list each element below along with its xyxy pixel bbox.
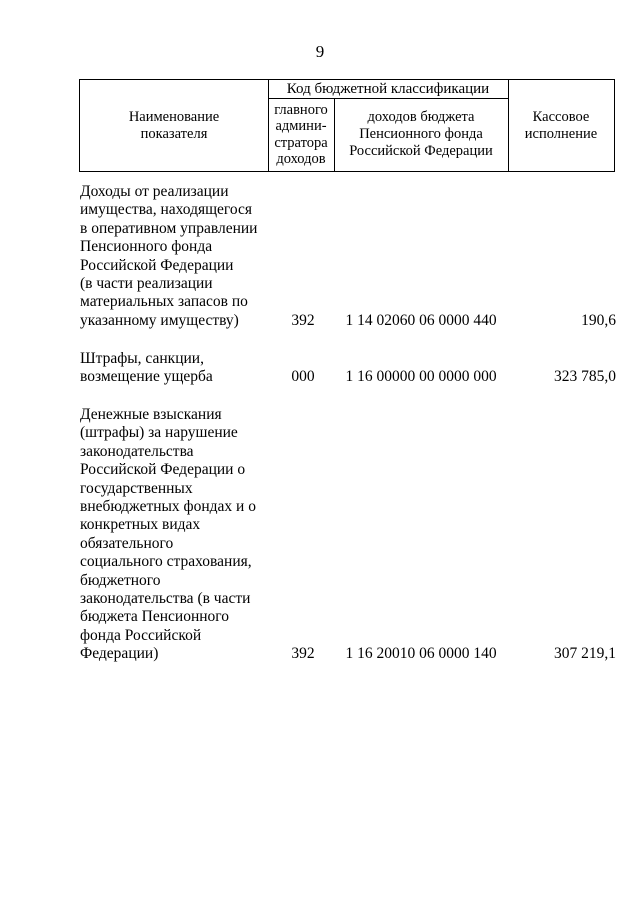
header-code-group: Код бюджетной классификации [268, 80, 509, 99]
header-admin-line: доходов [276, 151, 326, 167]
row-name-line: указанному имуществу) [80, 311, 239, 329]
row-name-line: обязательного [80, 534, 174, 552]
row-name-line: Российской Федерации [80, 256, 234, 274]
header-budget-line: Пенсионного фонда [359, 126, 483, 142]
row-admin-code: 000 [291, 368, 315, 385]
row-name-line: социального страхования, [80, 553, 252, 571]
row-budget-code: 1 14 02060 06 0000 440 [345, 312, 497, 329]
row-name-line: Доходы от реализации [80, 183, 229, 200]
header-admin-line: админи- [275, 118, 327, 134]
row-amount: 190,6 [581, 312, 616, 329]
row-name-line: материальных запасов по [80, 293, 248, 311]
row-name [80, 183, 270, 330]
row-name-line: бюджетного [80, 571, 161, 589]
row-name-line: законодательства (в части [80, 590, 251, 608]
row-amount: 323 785,0 [554, 368, 616, 385]
row-name-line: Штрафы, санкции, [80, 350, 204, 367]
row-name-line: имущества, находящегося [80, 201, 253, 219]
row-name-line: в оперативном управлении [80, 219, 258, 237]
table-header [79, 79, 615, 172]
header-cash-column [508, 80, 614, 171]
row-name-line: возмещение ущерба [80, 368, 213, 386]
row-name-line: Денежные взыскания [80, 406, 222, 423]
row-name-line: (штрафы) за нарушение [80, 424, 238, 442]
row-budget-code: 1 16 20010 06 0000 140 [345, 645, 497, 662]
row-name-line: бюджета Пенсионного [80, 608, 230, 626]
row-name-line: Российской Федерации о [80, 461, 246, 479]
header-admin-line: стратора [274, 134, 328, 151]
row-name-line: конкретных видах [80, 516, 201, 534]
row-name-line: внебюджетных фондах и о [80, 498, 256, 516]
header-admin-line: главного [274, 101, 328, 118]
header-budget-column [334, 98, 509, 171]
header-name-line: Наименование [128, 108, 220, 125]
header-admin-column [268, 98, 335, 171]
row-name-line: Пенсионного фонда [80, 238, 213, 256]
row-name-line: (в части реализации [80, 275, 213, 293]
header-cash-line: исполнение [524, 125, 598, 142]
header-cash-line: Кассовое [532, 108, 590, 125]
header-name-column [80, 80, 269, 171]
row-name [80, 350, 270, 387]
header-budget-line: Российской Федерации [349, 143, 493, 159]
row-amount: 307 219,1 [554, 645, 616, 662]
row-name-line: Федерации) [80, 645, 159, 663]
row-name-line: законодательства [80, 442, 194, 460]
row-admin-code: 392 [291, 645, 315, 662]
page-number: 9 [315, 42, 325, 61]
header-budget-line: доходов бюджета [367, 109, 475, 125]
row-name-line: государственных [80, 479, 193, 497]
row-name-line: фонда Российской [80, 626, 202, 644]
row-admin-code: 392 [291, 312, 315, 329]
header-name-line: показателя [140, 125, 208, 142]
row-name [80, 406, 270, 664]
row-budget-code: 1 16 00000 00 0000 000 [345, 368, 497, 385]
